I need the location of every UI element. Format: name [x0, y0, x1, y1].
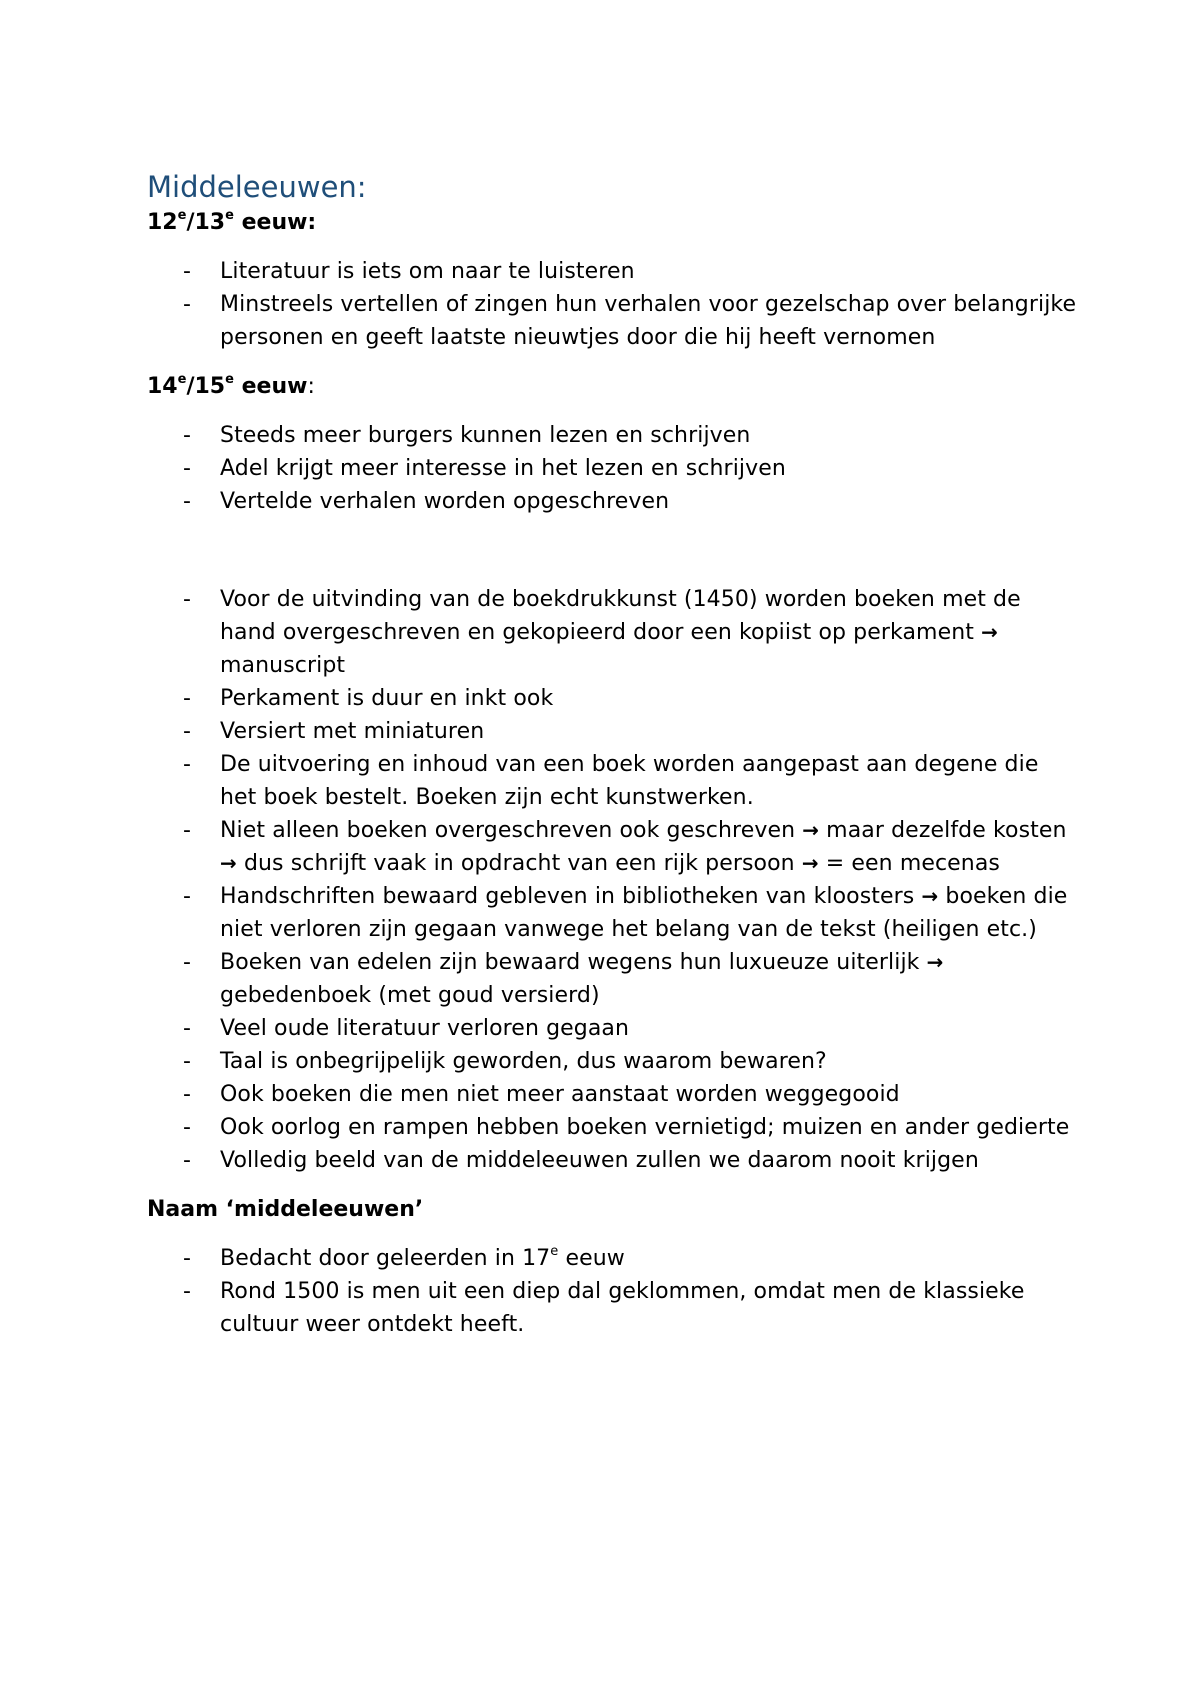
document-page — [147, 168, 1077, 1341]
list-item: - Volledig beeld van de middeleeuwen zullen we daarom nooit krijgen — [183, 1148, 979, 1173]
list-item: - Voor de uitvinding van de boekdrukkunst (1450) worden boeken met de hand overgeschreven en gekopieerd door een kopiist op perkament → manuscript — [183, 587, 1021, 678]
section-heading-naam: Naam ‘middeleeuwen’ — [147, 1197, 424, 1222]
arrow-right-icon: → — [981, 620, 998, 644]
list-item: - De uitvoering en inhoud van een boek worden aangepast aan degene die het boek bestelt. Boeken zijn echt kunstwerken. — [183, 752, 1039, 810]
arrow-right-icon: → — [801, 851, 819, 875]
list-item: - Taal is onbegrijpelijk geworden, dus waarom bewaren? — [183, 1049, 827, 1074]
section-heading-12-13: 12e/13e eeuw: — [147, 207, 317, 235]
list-item: - Rond 1500 is men uit een diep dal geklommen, omdat men de klassieke cultuur weer ontdekt heeft. — [183, 1279, 1025, 1337]
list-item: - Ook boeken die men niet meer aanstaat worden weggegooid — [183, 1082, 900, 1107]
list-item: - Boeken van edelen zijn bewaard wegens hun luxueuze uiterlijk → gebedenboek (met goud versierd) — [183, 950, 944, 1008]
list-item: - Adel krijgt meer interesse in het lezen en schrijven — [183, 456, 786, 481]
list-item: - Perkament is duur en inkt ook — [183, 686, 554, 711]
section-heading-14-15: 14e/15e eeuw: — [147, 371, 315, 399]
list-12-13 — [147, 255, 1077, 354]
list-item: - Versiert met miniaturen — [183, 719, 485, 744]
arrow-right-icon: → — [802, 818, 820, 842]
arrow-right-icon: → — [921, 884, 939, 908]
list-item: - Literatuur is iets om naar te luisteren — [183, 259, 635, 284]
page-title: Middeleeuwen: — [147, 170, 367, 204]
list-item: - Niet alleen boeken overgeschreven ook geschreven → maar dezelfde kosten → dus schrijft vaak in opdracht van een rijk persoon → = een mecenas — [183, 818, 1067, 876]
list-14-15 — [147, 419, 1077, 518]
list-item: - Veel oude literatuur verloren gegaan — [183, 1016, 630, 1041]
list-item: - Minstreels vertellen of zingen hun verhalen voor gezelschap over belangrijke personen en geeft laatste nieuwtjes door die hij heeft vernomen — [183, 292, 1077, 350]
list-manuscripts — [147, 583, 1077, 1177]
list-item: - Steeds meer burgers kunnen lezen en schrijven — [183, 423, 751, 448]
list-item: - Handschriften bewaard gebleven in bibliotheken van kloosters → boeken die niet verloren zijn gegaan vanwege het belang van de tekst (heiligen etc.) — [183, 884, 1068, 942]
arrow-right-icon: → — [926, 950, 944, 974]
list-item: - Vertelde verhalen worden opgeschreven — [183, 489, 670, 514]
list-naam — [147, 1242, 1077, 1341]
list-item: - Bedacht door geleerden in 17e eeuw — [183, 1243, 625, 1271]
arrow-right-icon: → — [220, 851, 237, 875]
list-item: - Ook oorlog en rampen hebben boeken vernietigd; muizen en ander gedierte — [183, 1115, 1070, 1140]
